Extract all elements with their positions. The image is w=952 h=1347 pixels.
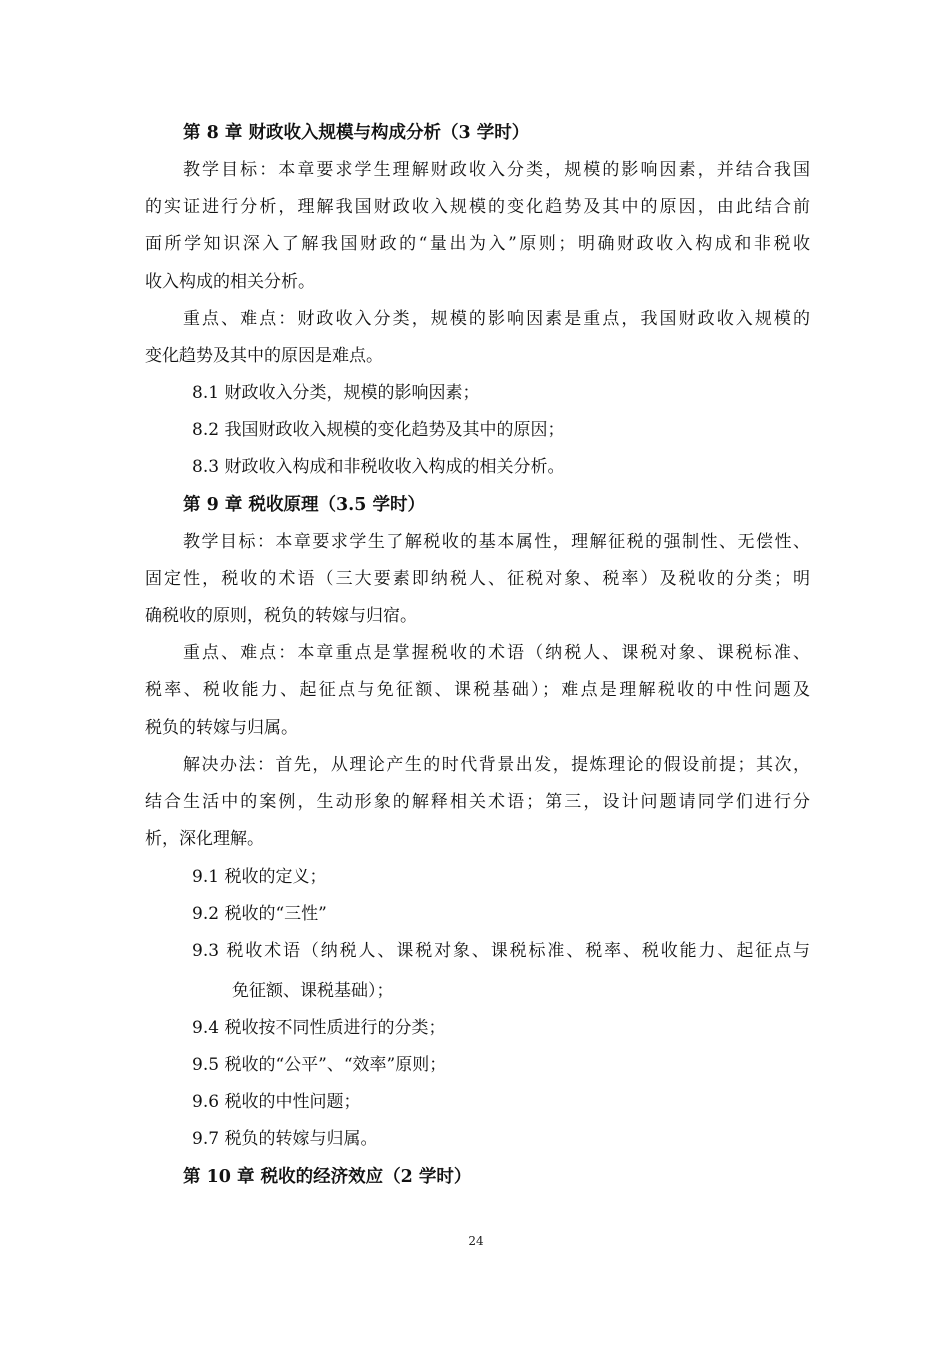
chapter-9-item-3: 9.3 税收术语（纳税人、课税对象、课税标准、税率、税收能力、起征点与 [192, 941, 810, 961]
chapter-9-goal-line-2: 固定性，税收的术语（三大要素即纳税人、征税对象、税率）及税收的分类；明 [145, 569, 810, 589]
chapter-8-item-1: 8.1 财政收入分类，规模的影响因素； [192, 383, 480, 403]
chapter-8-goal-line-2: 的实证进行分析，理解我国财政收入规模的变化趋势及其中的原因，由此结合前 [145, 197, 810, 217]
chapter-8-key-line-1: 重点、难点：财政收入分类，规模的影响因素是重点，我国财政收入规模的 [183, 309, 810, 329]
chapter-8-goal-line-4: 收入构成的相关分析。 [145, 272, 315, 292]
chapter-8-key-line-2: 变化趋势及其中的原因是难点。 [145, 346, 383, 366]
chapter-9-method-line-1: 解决办法：首先，从理论产生的时代背景出发，提炼理论的假设前提；其次， [183, 755, 810, 775]
chapter-9-method-line-3: 析，深化理解。 [145, 829, 264, 849]
chapter-9-key-line-2: 税率、税收能力、起征点与免征额、课税基础）；难点是理解税收的中性问题及 [145, 680, 810, 700]
page-number: 24 [468, 1234, 484, 1248]
chapter-9-item-5: 9.5 税收的“公平”、“效率”原则； [192, 1055, 447, 1075]
chapter-8-goal-line-3: 面所学知识深入了解我国财政的“量出为入”原则；明确财政收入构成和非税收 [145, 234, 810, 254]
chapter-9-heading: 第 9 章 税收原理（3.5 学时） [183, 495, 425, 515]
chapter-9-item-1: 9.1 税收的定义； [192, 867, 327, 887]
chapter-9-item-6: 9.6 税收的中性问题； [192, 1092, 361, 1112]
chapter-8-item-3: 8.3 财政收入构成和非税收收入构成的相关分析。 [192, 457, 565, 477]
chapter-9-goal-line-1: 教学目标：本章要求学生了解税收的基本属性，理解征税的强制性、无偿性、 [183, 532, 810, 552]
chapter-10-heading: 第 10 章 税收的经济效应（2 学时） [183, 1167, 472, 1187]
chapter-9-goal-line-3: 确税收的原则，税负的转嫁与归宿。 [145, 606, 417, 626]
chapter-9-item-3-continued: 免征额、课税基础）； [232, 981, 394, 1001]
chapter-9-key-line-3: 税负的转嫁与归属。 [145, 718, 298, 738]
chapter-9-item-4: 9.4 税收按不同性质进行的分类； [192, 1018, 446, 1038]
chapter-8-heading: 第 8 章 财政收入规模与构成分析（3 学时） [183, 123, 530, 143]
chapter-9-key-line-1: 重点、难点：本章重点是掌握税收的术语（纳税人、课税对象、课税标准、 [183, 643, 810, 663]
chapter-9-item-2: 9.2 税收的“三性” [192, 904, 327, 924]
chapter-8-goal-line-1: 教学目标：本章要求学生理解财政收入分类，规模的影响因素，并结合我国 [183, 160, 810, 180]
chapter-8-item-2: 8.2 我国财政收入规模的变化趋势及其中的原因； [192, 420, 565, 440]
chapter-9-method-line-2: 结合生活中的案例，生动形象的解释相关术语；第三，设计问题请同学们进行分 [145, 792, 810, 812]
chapter-9-item-7: 9.7 税负的转嫁与归属。 [192, 1129, 378, 1149]
